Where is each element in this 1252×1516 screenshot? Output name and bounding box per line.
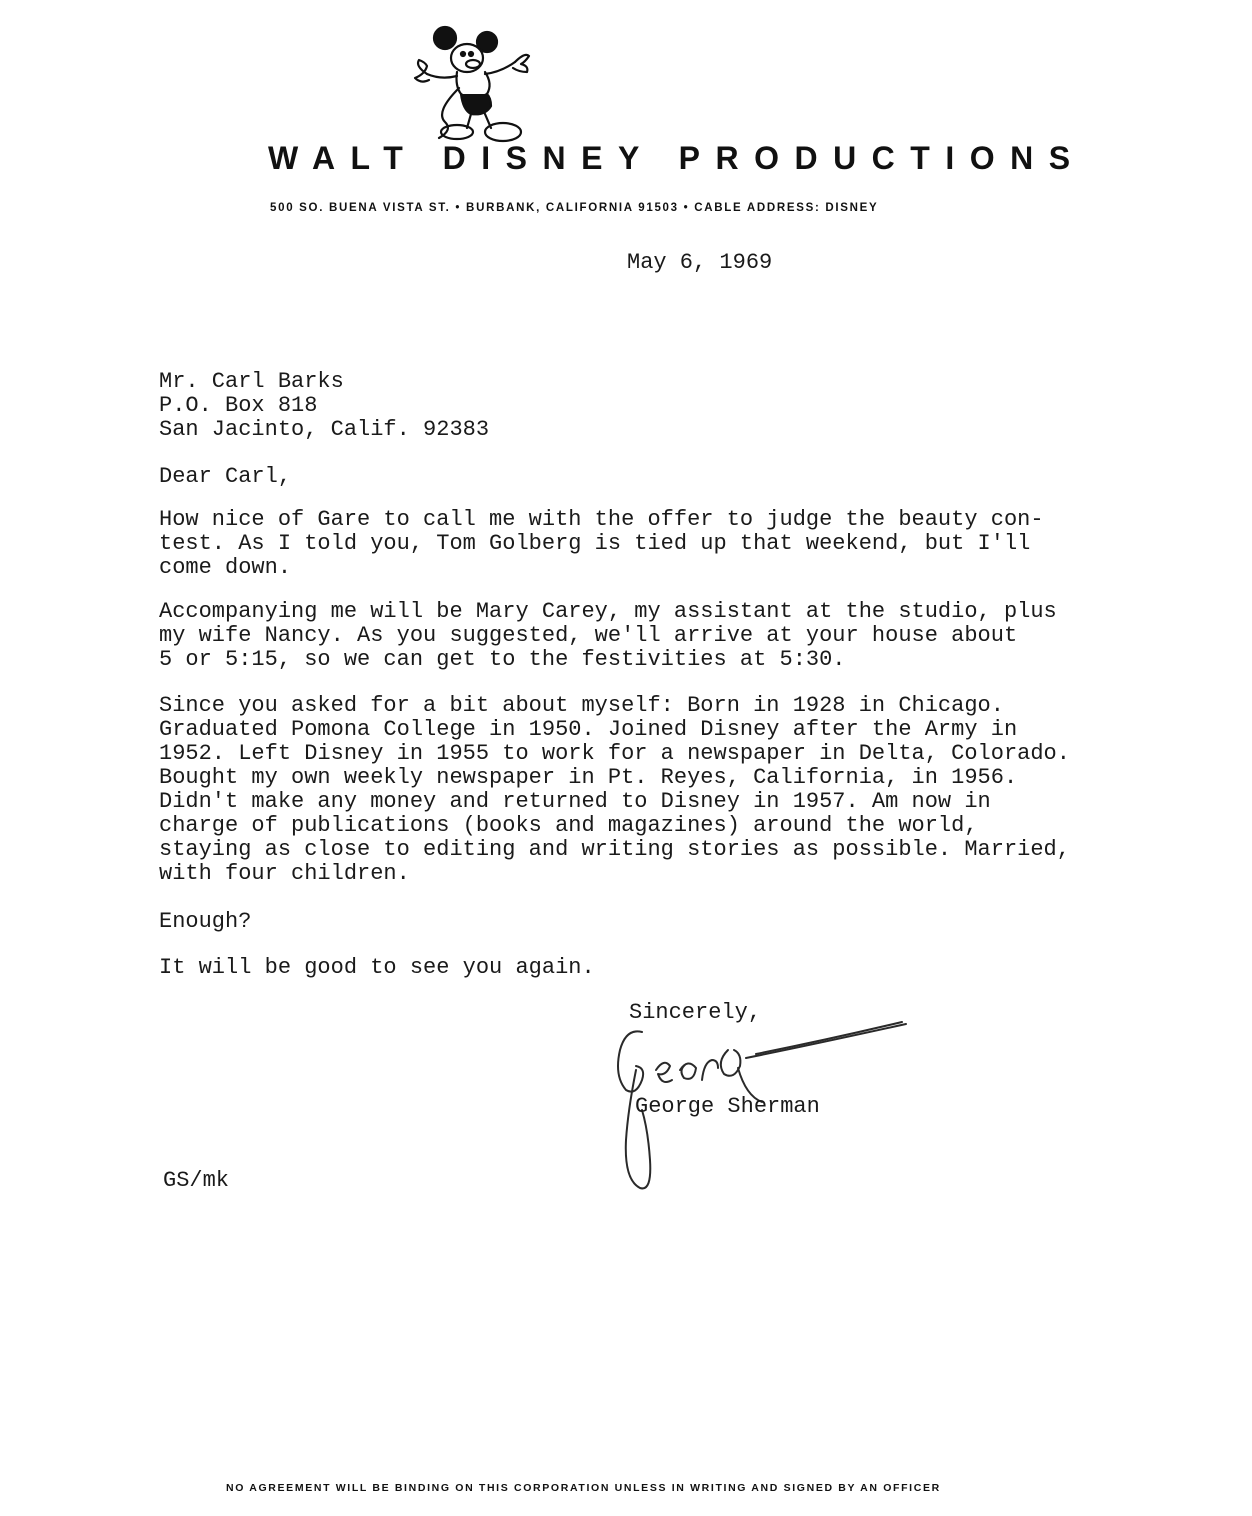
letter-date: May 6, 1969 [627,250,773,275]
body-paragraph [159,910,251,934]
paragraph-line: Bought my own weekly newspaper in Pt. Reyes, California, in 1956. [159,765,1018,790]
recipient-address [159,370,489,442]
legal-footer: NO AGREEMENT WILL BE BINDING ON THIS CORPORATION UNLESS IN WRITING AND SIGNED BY AN OFFICER [226,1482,941,1494]
company-address: 500 SO. BUENA VISTA ST. • BURBANK, CALIFORNIA 91503 • CABLE ADDRESS: DISNEY [270,202,879,214]
paragraph-line: It will be good to see you again. [159,955,595,980]
recipient-line: P.O. Box 818 [159,393,318,418]
recipient-line: Mr. Carl Barks [159,369,344,394]
typist-initials: GS/mk [163,1168,230,1193]
recipient-line: San Jacinto, Calif. 92383 [159,417,490,442]
salutation: Dear Carl, [159,464,292,489]
paragraph-line: come down. [159,555,292,580]
paragraph-line: 5 or 5:15, so we can get to the festivities at 5:30. [159,647,846,672]
body-paragraph [159,694,1070,886]
closing: Sincerely, [629,1000,762,1025]
paragraph-line: Since you asked for a bit about myself: Born in 1928 in Chicago. [159,693,1004,718]
paragraph-line: Accompanying me will be Mary Carey, my assistant at the studio, plus [159,599,1057,624]
paragraph-line: Enough? [159,909,252,934]
paragraph-line: How nice of Gare to call me with the offer to judge the beauty con- [159,507,1044,532]
body-paragraph [159,508,1044,580]
signer-name: George Sherman [635,1094,820,1119]
mickey-mouse-logo [405,22,535,147]
paragraph-line: test. As I told you, Tom Golberg is tied up that weekend, but I'll [159,531,1031,556]
paragraph-line: Didn't make any money and returned to Disney in 1957. Am now in [159,789,991,814]
body-paragraph [159,600,1057,672]
body-paragraph [159,956,595,980]
paragraph-line: my wife Nancy. As you suggested, we'll arrive at your house about [159,623,1018,648]
paragraph-line: Graduated Pomona College in 1950. Joined Disney after the Army in [159,717,1018,742]
paragraph-line: charge of publications (books and magazines) around the world, [159,813,978,838]
paragraph-line: staying as close to editing and writing stories as possible. Married, [159,837,1070,862]
company-name: WALT DISNEY PRODUCTIONS [268,140,1086,176]
paragraph-line: 1952. Left Disney in 1955 to work for a newspaper in Delta, Colorado. [159,741,1070,766]
paragraph-line: with four children. [159,861,410,886]
